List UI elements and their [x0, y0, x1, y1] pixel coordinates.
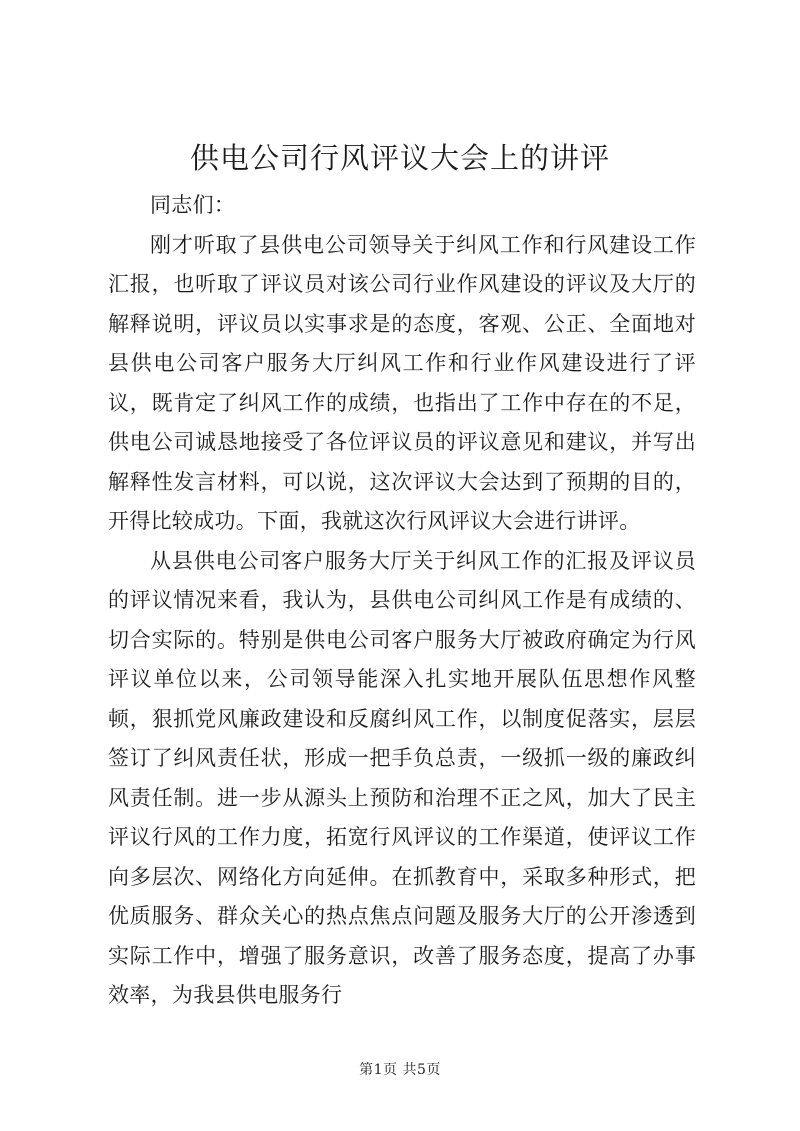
paragraph-1: 刚才听取了县供电公司领导关于纠风工作和行风建设工作汇报，也听取了评议员对该公司行业作风建设的评议及大厅的解释说明，评议员以实事求是的态度，客观、公正、全面地对县供电公司客户服务大厅纠风工作和行业作风建设进行了评议，既肯定了纠风工作的成绩，也指出了工作中存在的不足，供电公司诚恳地接受了各位评议员的评议意见和建议，并写出解释性发言材料，可以说，这次评议大会达到了预期的目的，开得比较成功。下面，我就这次行风评议大会进行讲评。	[108, 232, 696, 533]
page-number-footer: 第1页 共5页	[359, 1062, 441, 1078]
document-title: 供电公司行风评议大会上的讲评	[189, 141, 610, 175]
greeting-line: 同志们：	[150, 193, 236, 217]
document-body	[108, 186, 696, 1016]
paragraph-2: 从县供电公司客户服务大厅关于纠风工作的汇报及评议员的评议情况来看，我认为，县供电公司纠风工作是有成绩的、切合实际的。特别是供电公司客户服务大厅被政府确定为行风评议单位以来，公司领导能深入扎实地开展队伍思想作风整顿，狠抓党风廉政建设和反腐纠风工作，以制度促落实，层层签订了纠风责任状，形成一把手负总责，一级抓一级的廉政纠风责任制。进一步从源头上预防和治理不正之风，加大了民主评议行风的工作力度，拓宽行风评议的工作渠道，使评议工作向多层次、网络化方向延伸。在抓教育中，采取多种形式，把优质服务、群众关心的热点焦点问题及服务大厅的公开渗透到实际工作中，增强了服务意识，改善了服务态度，提高了办事效率，为我县供电服务行	[108, 548, 696, 1007]
